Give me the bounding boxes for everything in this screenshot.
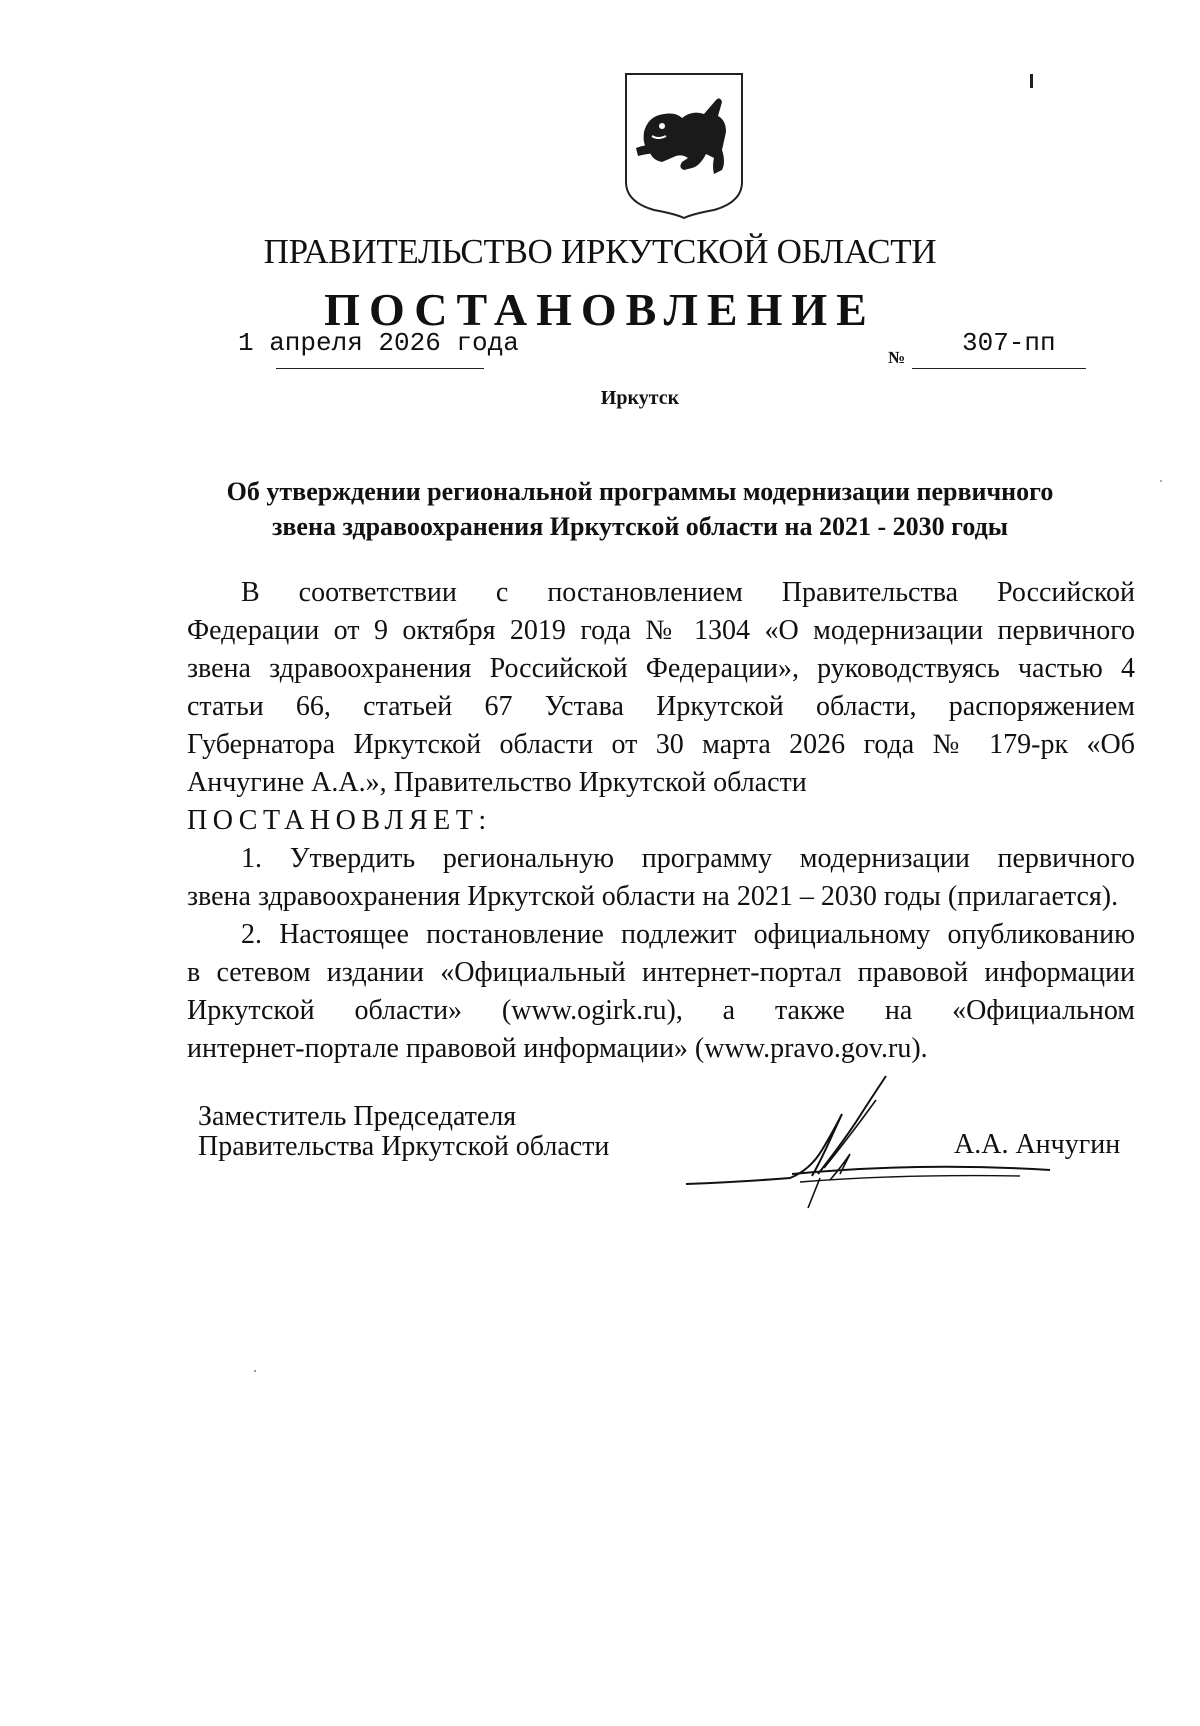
scan-speck [1160, 480, 1162, 482]
corner-mark [1030, 74, 1033, 88]
item2-line: 2. Настоящее постановление подлежит официальному опубликованию [241, 919, 1135, 950]
document-number: 307-пп [962, 328, 1056, 358]
government-name: ПРАВИТЕЛЬСТВО ИРКУТСКОЙ ОБЛАСТИ [263, 232, 937, 271]
signatory-position [198, 1102, 609, 1162]
decree-word: ПОСТАНОВЛЯЕТ: [187, 805, 492, 836]
document-body [187, 574, 1135, 1068]
date-underline [276, 368, 484, 369]
preamble-line: статьи 66, статьей 67 Устава Иркутской области, распоряжением [187, 691, 1135, 722]
item2-line: Иркутской области» (www.ogirk.ru), а также на «Официальном [187, 995, 1135, 1026]
title-line: звена здравоохранения Иркутской области на 2021 - 2030 годы [271, 512, 1009, 541]
title-line: Об утверждении региональной программы модернизации первичного [226, 477, 1054, 506]
signatory-name: А.А. Анчугин [954, 1129, 1121, 1160]
number-sign: № [888, 348, 906, 367]
position-line: Правительства Иркутской области [198, 1131, 610, 1162]
preamble-line: Федерации от 9 октября 2019 года № 1304 «О модернизации первичного [187, 615, 1135, 646]
preamble-line: Анчугине А.А.», Правительство Иркутской области [187, 767, 807, 798]
document-date: 1 апреля 2026 года [238, 328, 519, 358]
number-underline [912, 368, 1086, 369]
document-city: Иркутск [600, 387, 680, 409]
document-title [160, 474, 1120, 544]
item1-line: 1. Утвердить региональную программу модернизации первичного [241, 843, 1135, 874]
item2-line: интернет-портале правовой информации» (www.pravo.gov.ru). [187, 1033, 928, 1064]
scan-speck [254, 1370, 256, 1372]
preamble-line: В соответствии с постановлением Правительства Российской [241, 577, 1135, 608]
preamble-line: звена здравоохранения Российской Федерации», руководствуясь частью 4 [187, 653, 1135, 684]
preamble-line: Губернатора Иркутской области от 30 марта 2026 года № 179-рк «Об [187, 729, 1135, 760]
document-type: ПОСТАНОВЛЕНИЕ [324, 284, 876, 335]
item2-line: в сетевом издании «Официальный интернет-портал правовой информации [187, 957, 1135, 988]
position-line: Заместитель Председателя [198, 1101, 517, 1132]
item1-line: звена здравоохранения Иркутской области на 2021 – 2030 годы (прилагается). [187, 881, 1119, 912]
coat-of-arms-emblem [622, 70, 746, 220]
